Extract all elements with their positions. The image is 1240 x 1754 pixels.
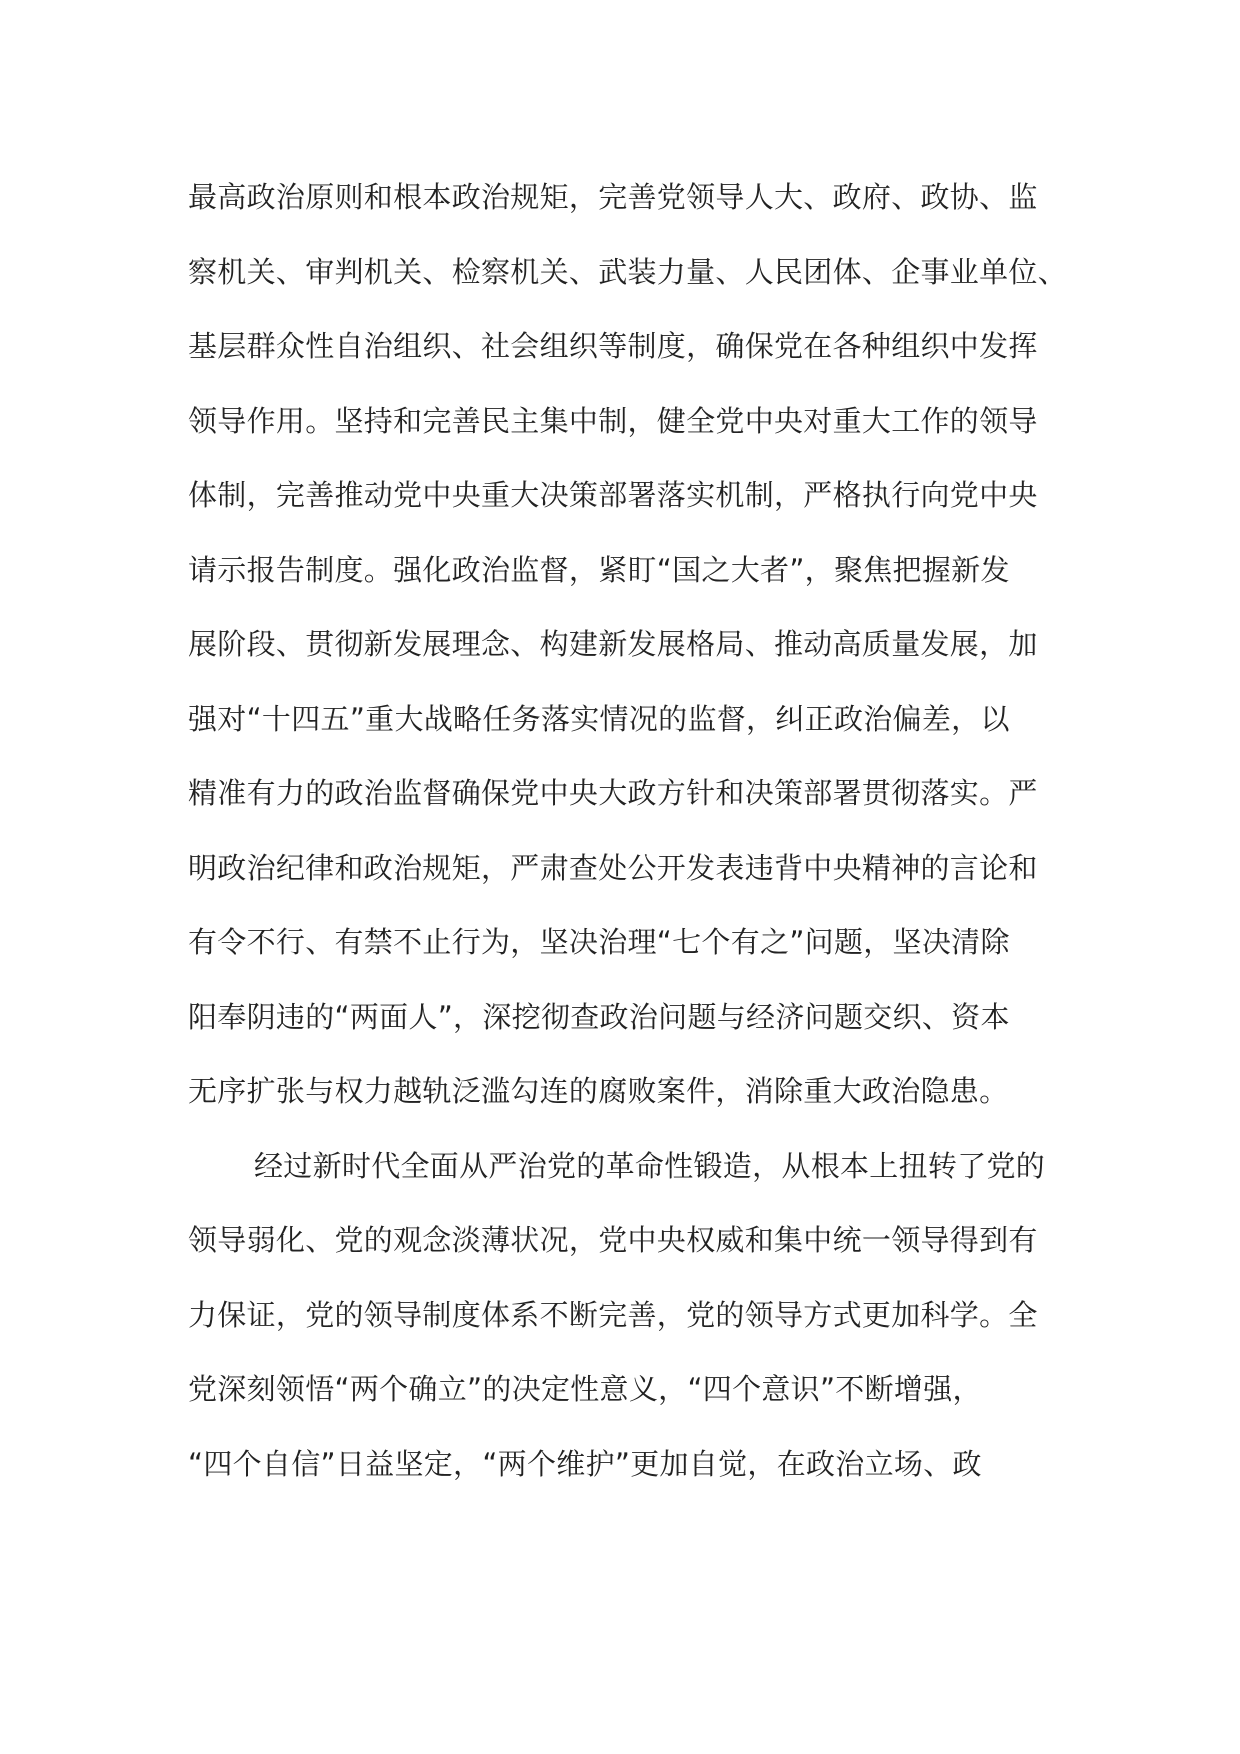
text-line: 力保证，党的领导制度体系不断完善，党的领导方式更加科学。全 — [188, 1297, 1038, 1332]
text-line: 明政治纪律和政治规矩，严肃查处公开发表违背中央精神的言论和 — [188, 850, 1038, 885]
text-line: 有令不行、有禁不止行为，坚决治理“七个有之”问题，坚决清除 — [188, 925, 1010, 959]
text-line: “四个自信”日益坚定，“两个维护”更加自觉，在政治立场、政 — [188, 1446, 982, 1481]
text-line: 领导作用。坚持和完善民主集中制，健全党中央对重大工作的领导 — [188, 403, 1038, 438]
text-line: 展阶段、贯彻新发展理念、构建新发展格局、推动高质量发展，加 — [188, 627, 1038, 661]
paragraph-2 — [188, 1129, 1068, 1502]
text-line: 党深刻领悟“两个确立”的决定性意义，“四个意识”不断增强， — [188, 1372, 982, 1406]
paragraph-1 — [188, 160, 1068, 1129]
text-line: 体制，完善推动党中央重大决策部署落实机制，严格执行向党中央 — [188, 478, 1038, 512]
text-line: 经过新时代全面从严治党的革命性锻造，从根本上扭转了党的 — [254, 1148, 1046, 1183]
body-text — [188, 160, 1068, 1501]
text-line: 强对“十四五”重大战略任务落实情况的监督，纠正政治偏差，以 — [188, 701, 1010, 736]
text-line: 无序扩张与权力越轨泛滥勾连的腐败案件，消除重大政治隐患。 — [188, 1074, 1009, 1108]
text-line: 阳奉阴违的“两面人”，深挖彻查政治问题与经济问题交织、资本 — [188, 999, 1010, 1034]
text-line: 察机关、审判机关、检察机关、武装力量、人民团体、企事业单位、 — [188, 254, 1068, 289]
text-line: 领导弱化、党的观念淡薄状况，党中央权威和集中统一领导得到有 — [188, 1223, 1038, 1257]
text-line: 精准有力的政治监督确保党中央大政方针和决策部署贯彻落实。严 — [188, 776, 1038, 810]
text-line: 最高政治原则和根本政治规矩，完善党领导人大、政府、政协、监 — [188, 180, 1038, 214]
text-line: 请示报告制度。强化政治监督，紧盯“国之大者”，聚焦把握新发 — [188, 552, 1010, 587]
text-line: 基层群众性自治组织、社会组织等制度，确保党在各种组织中发挥 — [188, 329, 1038, 363]
